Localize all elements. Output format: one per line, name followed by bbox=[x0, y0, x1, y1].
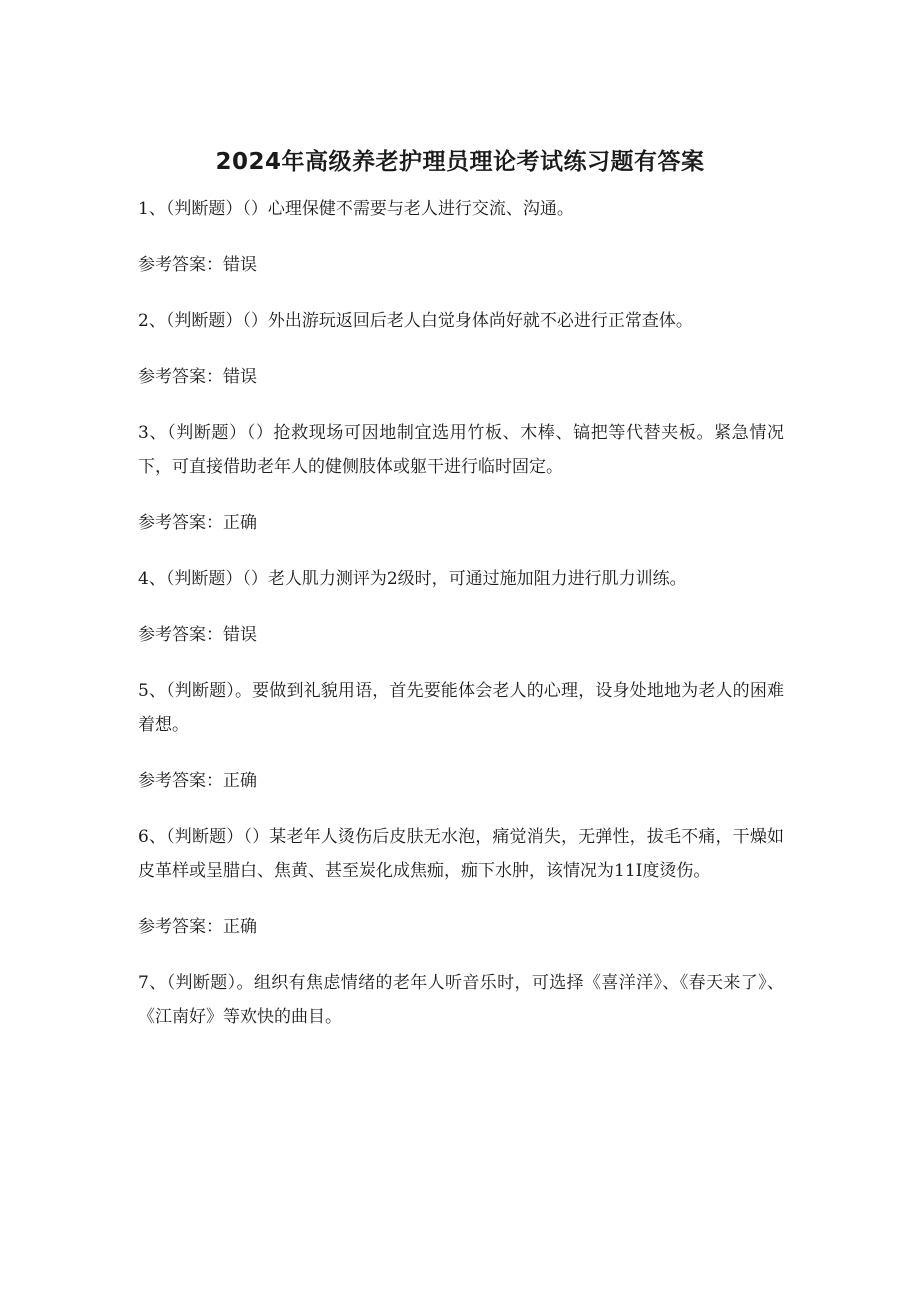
question-list bbox=[138, 192, 784, 1056]
question-2: 2、（判断题）（）外出游玩返回后老人白觉身体尚好就不必进行正常查体。 bbox=[138, 311, 693, 331]
question-4: 4、（判断题）（）老人肌力测评为2级时，可通过施加阻力进行肌力训练。 bbox=[138, 569, 687, 589]
answer-3: 参考答案：正确 bbox=[138, 513, 257, 533]
question-1: 1、（判断题）（）心理保健不需要与老人进行交流、沟通。 bbox=[138, 199, 574, 219]
answer-4: 参考答案：错误 bbox=[138, 625, 257, 645]
answer-2: 参考答案：错误 bbox=[138, 367, 257, 387]
question-6: 6、（判断题）（）某老年人烫伤后皮肤无水泡，痛觉消失，无弹性，拔毛不痛，干燥如皮革样或呈腊白、焦黄、甚至炭化成焦痂，痂下水肿，该情况为11I度烫伤。 bbox=[138, 827, 784, 881]
question-5: 5、（判断题）。要做到礼貌用语，首先要能体会老人的心理，设身处地地为老人的困难着想。 bbox=[138, 681, 784, 735]
question-7: 7、（判断题）。组织有焦虑情绪的老年人听音乐时，可选择《喜洋洋》、《春天来了》、《江南好》等欢快的曲目。 bbox=[138, 973, 784, 1027]
question-3: 3、（判断题）（）抢救现场可因地制宜选用竹板、木棒、镐把等代替夹板。紧急情况下，可直接借助老年人的健侧肢体或躯干进行临时固定。 bbox=[138, 423, 784, 477]
document-title: 2024年高级养老护理员理论考试练习题有答案 bbox=[215, 149, 705, 175]
answer-5: 参考答案：正确 bbox=[138, 771, 257, 791]
answer-6: 参考答案：正确 bbox=[138, 917, 257, 937]
answer-1: 参考答案：错误 bbox=[138, 255, 257, 275]
